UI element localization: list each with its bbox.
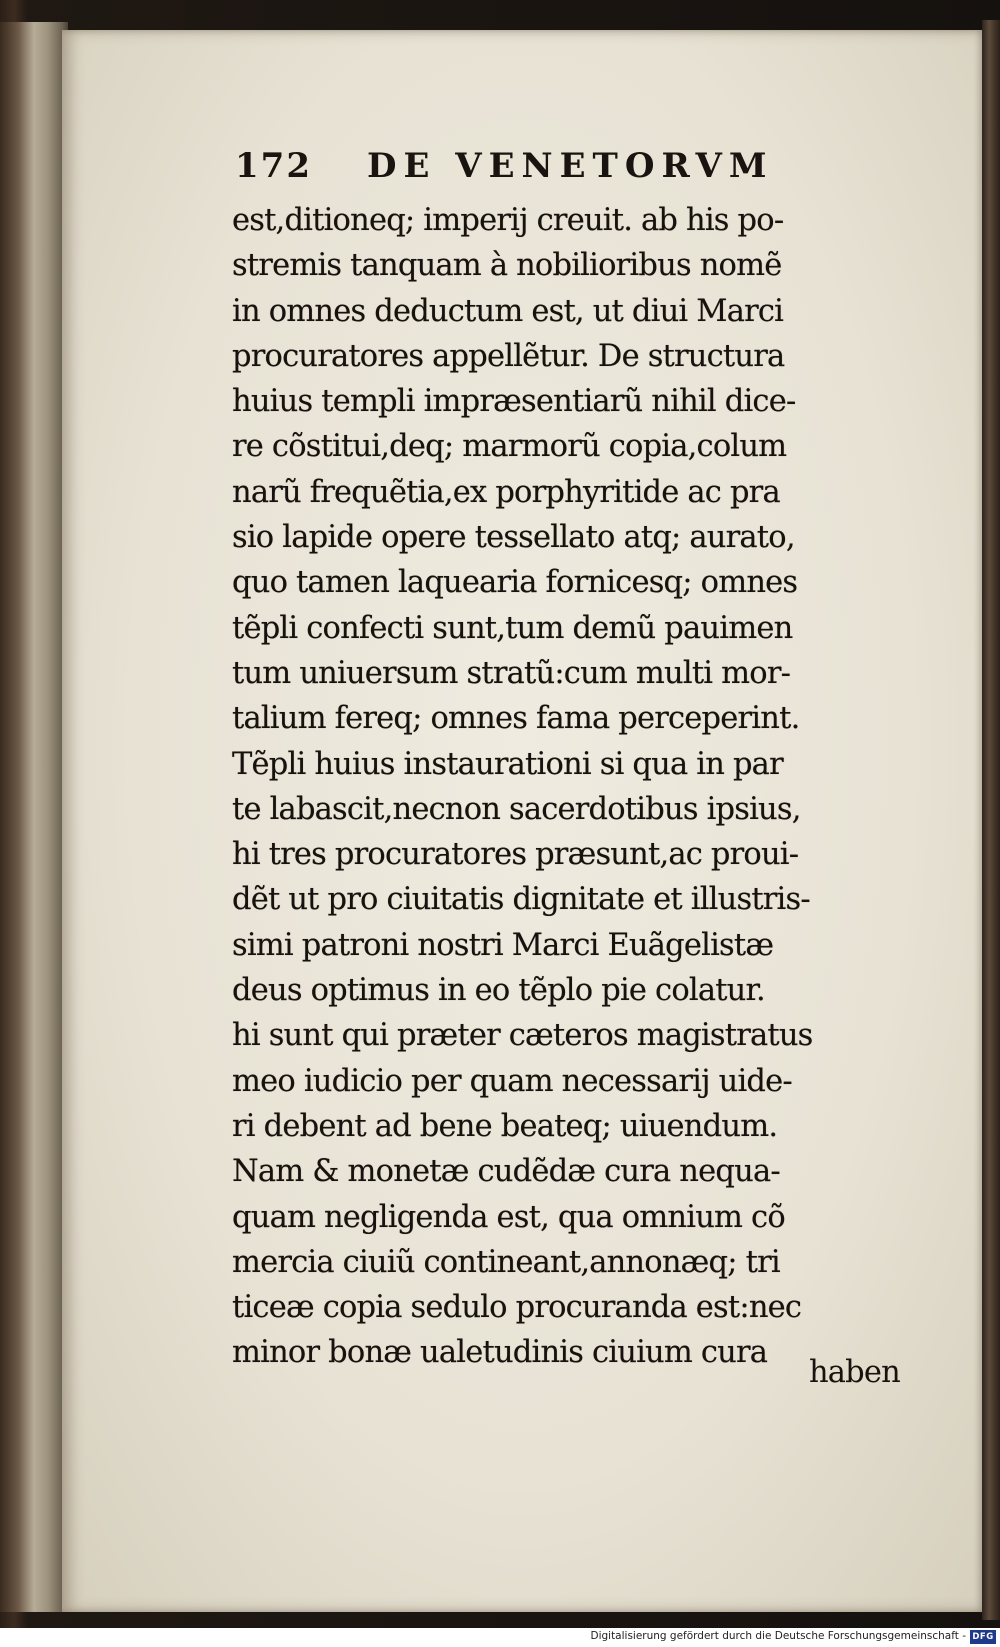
text-line: procuratores appellẽtur. De structura [232, 338, 785, 374]
text-line: est,ditioneq; imperij creuit. ab his po- [232, 203, 784, 238]
page-number: 172 [235, 146, 312, 186]
text-line: re cõstitui,deq; marmorũ copia,colum [232, 429, 787, 465]
text-line: meo iudicio per quam necessarij uide- [232, 1063, 792, 1099]
text-line: te labascit,necnon sacerdotibus ipsius, [232, 791, 801, 827]
text-line: in omnes deductum est, ut diui Marci [232, 293, 784, 329]
book-binding [0, 22, 68, 1612]
text-line: Tẽpli huius instaurationi si qua in par [232, 746, 783, 782]
text-line: quo tamen laquearia fornicesq; omnes [232, 565, 798, 601]
running-title: DE VENETORVM [367, 146, 774, 186]
page-header [235, 146, 835, 194]
catchword: haben [808, 1355, 900, 1390]
text-line: quam negligenda est, qua omnium cõ [232, 1199, 785, 1235]
text-line: hi sunt qui præter cæteros magistratus [232, 1018, 813, 1054]
text-line: sio lapide opere tessellato atq; aurato, [232, 520, 795, 556]
text-line: talium fereq; omnes fama perceperint. [232, 701, 800, 737]
text-line: narũ frequẽtia,ex porphyritide ac pra [232, 474, 780, 510]
text-line: stremis tanquam à nobilioribus nomẽ [232, 248, 782, 284]
text-line: mercia ciuiũ contineant,annonæq; tri [232, 1244, 780, 1280]
text-line: ticeæ copia sedulo procuranda est:nec [232, 1290, 802, 1326]
text-line: deus optimus in eo tẽplo pie colatur. [232, 973, 765, 1009]
book-edge [982, 20, 1000, 1620]
text-line: tum uniuersum stratũ:cum multi mor- [232, 655, 791, 691]
text-line: Nam & monetæ cudẽdæ cura nequa- [232, 1154, 780, 1190]
text-line: dẽt ut pro ciuitatis dignitate et illustris- [232, 882, 810, 918]
text-line: ri debent ad bene beateq; uiuendum. [232, 1108, 778, 1144]
footer-credit: Digitalisierung gefördert durch die Deutsche Forschungsgemeinschaft - [590, 1630, 966, 1642]
text-line: tẽpli confecti sunt,tum demũ pauimen [232, 610, 793, 646]
text-line: simi patroni nostri Marci Euãgelistæ [232, 927, 774, 963]
text-line: hi tres procuratores præsunt,ac proui- [232, 837, 799, 873]
text-block [232, 198, 902, 1376]
footer-bar [0, 1628, 1000, 1647]
dfg-logo: DFG [970, 1630, 996, 1644]
text-line: minor bonæ ualetudinis ciuium cura [232, 1335, 768, 1371]
text-line: huius templi impræsentiarũ nihil dice- [232, 384, 796, 420]
